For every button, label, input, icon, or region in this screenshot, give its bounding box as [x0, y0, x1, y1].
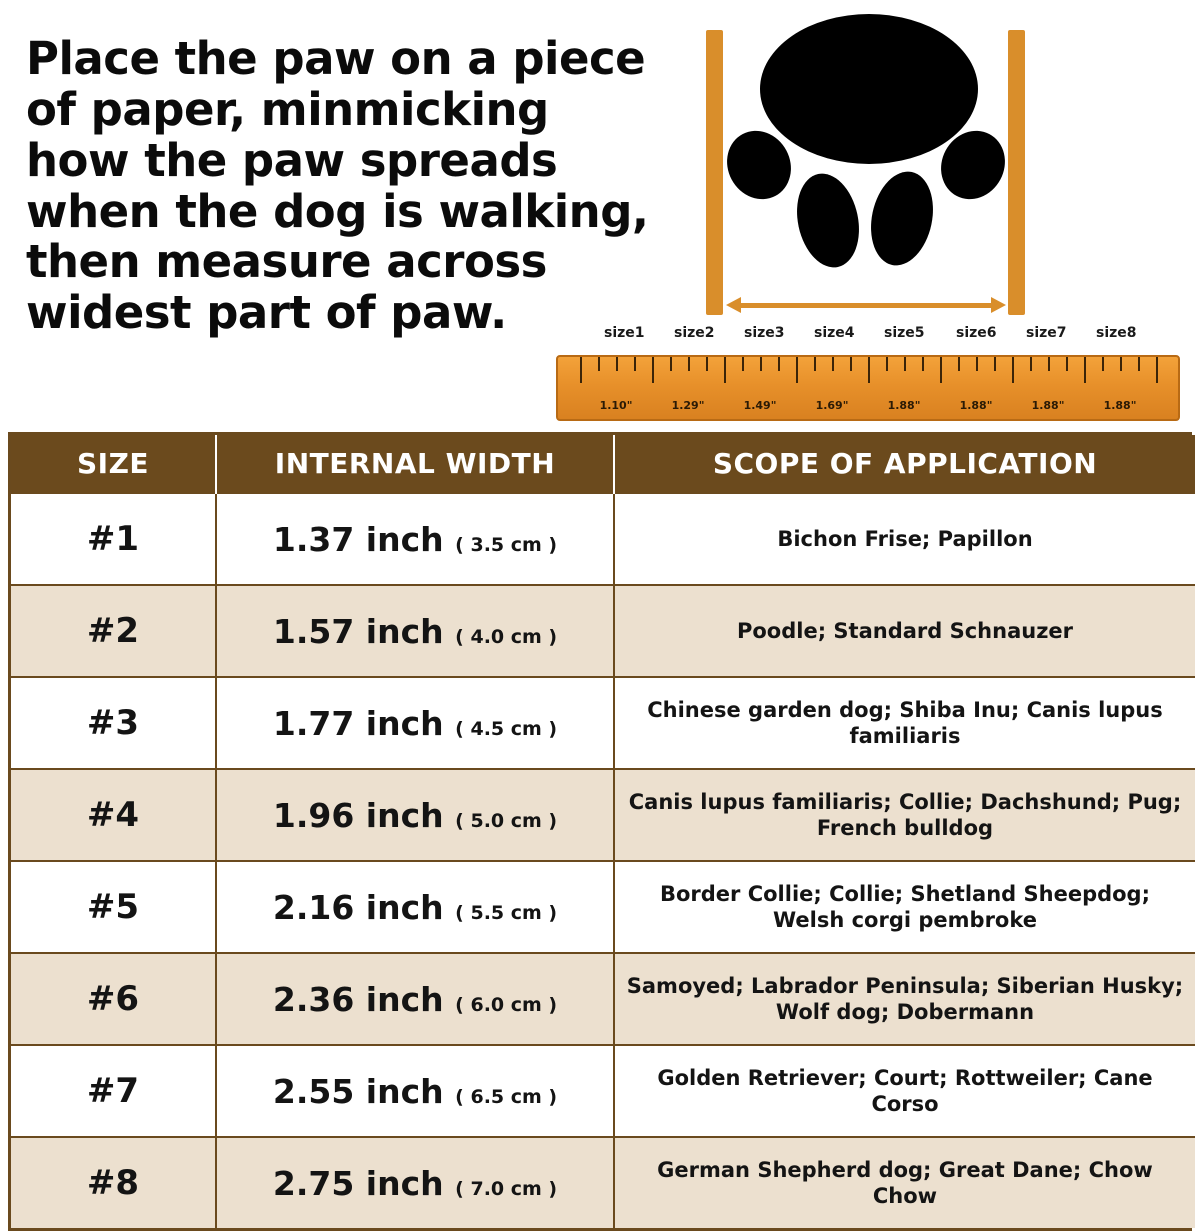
- top-illustration-section: [0, 0, 1200, 430]
- cell-size: #1: [11, 493, 216, 585]
- ruler-size-label: size1: [604, 325, 645, 341]
- cell-size: #7: [11, 1045, 216, 1137]
- table-row: [11, 677, 1195, 769]
- width-cm: ( 4.0 cm ): [455, 625, 558, 648]
- cell-internal-width: [216, 953, 614, 1045]
- width-cm: ( 5.0 cm ): [455, 809, 558, 832]
- cell-size: #8: [11, 1137, 216, 1228]
- ruler-size-label: size4: [814, 325, 855, 341]
- ruler-inch-label: 1.29": [671, 399, 705, 412]
- ruler-size-label: size6: [956, 325, 997, 341]
- cell-size: #2: [11, 585, 216, 677]
- ruler-inch-label: 1.88": [1031, 399, 1065, 412]
- cell-size: #4: [11, 769, 216, 861]
- table-row: [11, 585, 1195, 677]
- cell-internal-width: [216, 677, 614, 769]
- width-inch: 2.55 inch: [272, 1071, 444, 1111]
- table-row: [11, 1137, 1195, 1228]
- measure-bar-left: [706, 30, 723, 315]
- cell-size: #3: [11, 677, 216, 769]
- width-inch: 2.75 inch: [272, 1163, 444, 1203]
- cell-size: #6: [11, 953, 216, 1045]
- width-cm: ( 5.5 cm ): [455, 901, 558, 924]
- cell-internal-width: [216, 493, 614, 585]
- ruler-inch-label: 1.10": [599, 399, 633, 412]
- cell-internal-width: [216, 861, 614, 953]
- paw-pad-icon: [760, 14, 978, 164]
- ruler-inch-label: 1.88": [959, 399, 993, 412]
- column-header-scope: SCOPE OF APPLICATION: [614, 435, 1195, 493]
- cell-scope: Border Collie; Collie; Shetland Sheepdog; Welsh corgi pembroke: [614, 861, 1195, 953]
- cell-scope: Samoyed; Labrador Peninsula; Siberian Husky; Wolf dog; Dobermann: [614, 953, 1195, 1045]
- ruler-size-label: size7: [1026, 325, 1067, 341]
- width-cm: ( 7.0 cm ): [455, 1177, 558, 1200]
- cell-size: #5: [11, 861, 216, 953]
- width-cm: ( 6.5 cm ): [455, 1085, 558, 1108]
- ruler-size-label: size5: [884, 325, 925, 341]
- width-inch: 1.57 inch: [272, 611, 444, 651]
- cell-scope: Canis lupus familiaris; Collie; Dachshund; Pug; French bulldog: [614, 769, 1195, 861]
- width-inch: 2.16 inch: [272, 887, 444, 927]
- width-cm: ( 4.5 cm ): [455, 717, 558, 740]
- width-inch: 2.36 inch: [272, 979, 444, 1019]
- cell-scope: Poodle; Standard Schnauzer: [614, 585, 1195, 677]
- width-cm: ( 3.5 cm ): [455, 533, 558, 556]
- ruler-illustration: [556, 325, 1176, 425]
- cell-internal-width: [216, 585, 614, 677]
- width-inch: 1.77 inch: [272, 703, 444, 743]
- table-header-row: [11, 435, 1195, 493]
- size-chart-table: [8, 432, 1192, 1231]
- table-row: [11, 953, 1195, 1045]
- width-inch: 1.96 inch: [272, 795, 444, 835]
- cell-scope: Chinese garden dog; Shiba Inu; Canis lupus familiaris: [614, 677, 1195, 769]
- width-measure-arrow-icon: [726, 300, 1006, 310]
- cell-scope: Bichon Frise; Papillon: [614, 493, 1195, 585]
- measure-bar-right: [1008, 30, 1025, 315]
- paw-toe-icon: [789, 168, 867, 273]
- table-row: [11, 493, 1195, 585]
- cell-internal-width: [216, 1137, 614, 1228]
- ruler-size-label: size2: [674, 325, 715, 341]
- ruler-inch-label: 1.69": [815, 399, 849, 412]
- table-row: [11, 861, 1195, 953]
- column-header-size: SIZE: [11, 435, 216, 493]
- cell-scope: German Shepherd dog; Great Dane; Chow Chow: [614, 1137, 1195, 1228]
- ruler-inch-label: 1.88": [887, 399, 921, 412]
- instruction-text: Place the paw on a piece of paper, minmicking how the paw spreads when the dog is walking, then measure across widest part of paw.: [26, 32, 649, 340]
- cell-internal-width: [216, 769, 614, 861]
- ruler-size-label: size3: [744, 325, 785, 341]
- width-cm: ( 6.0 cm ): [455, 993, 558, 1016]
- table-row: [11, 769, 1195, 861]
- column-header-internal-width: INTERNAL WIDTH: [216, 435, 614, 493]
- ruler-body: [556, 355, 1180, 421]
- width-inch: 1.37 inch: [272, 519, 444, 559]
- ruler-size-label: size8: [1096, 325, 1137, 341]
- table-row: [11, 1045, 1195, 1137]
- ruler-inch-label: 1.88": [1103, 399, 1137, 412]
- paw-diagram: [690, 8, 1050, 318]
- ruler-inch-label: 1.49": [743, 399, 777, 412]
- ruler-size-labels: [556, 325, 1176, 347]
- cell-scope: Golden Retriever; Court; Rottweiler; Cane Corso: [614, 1045, 1195, 1137]
- paw-toe-icon: [863, 166, 941, 271]
- cell-internal-width: [216, 1045, 614, 1137]
